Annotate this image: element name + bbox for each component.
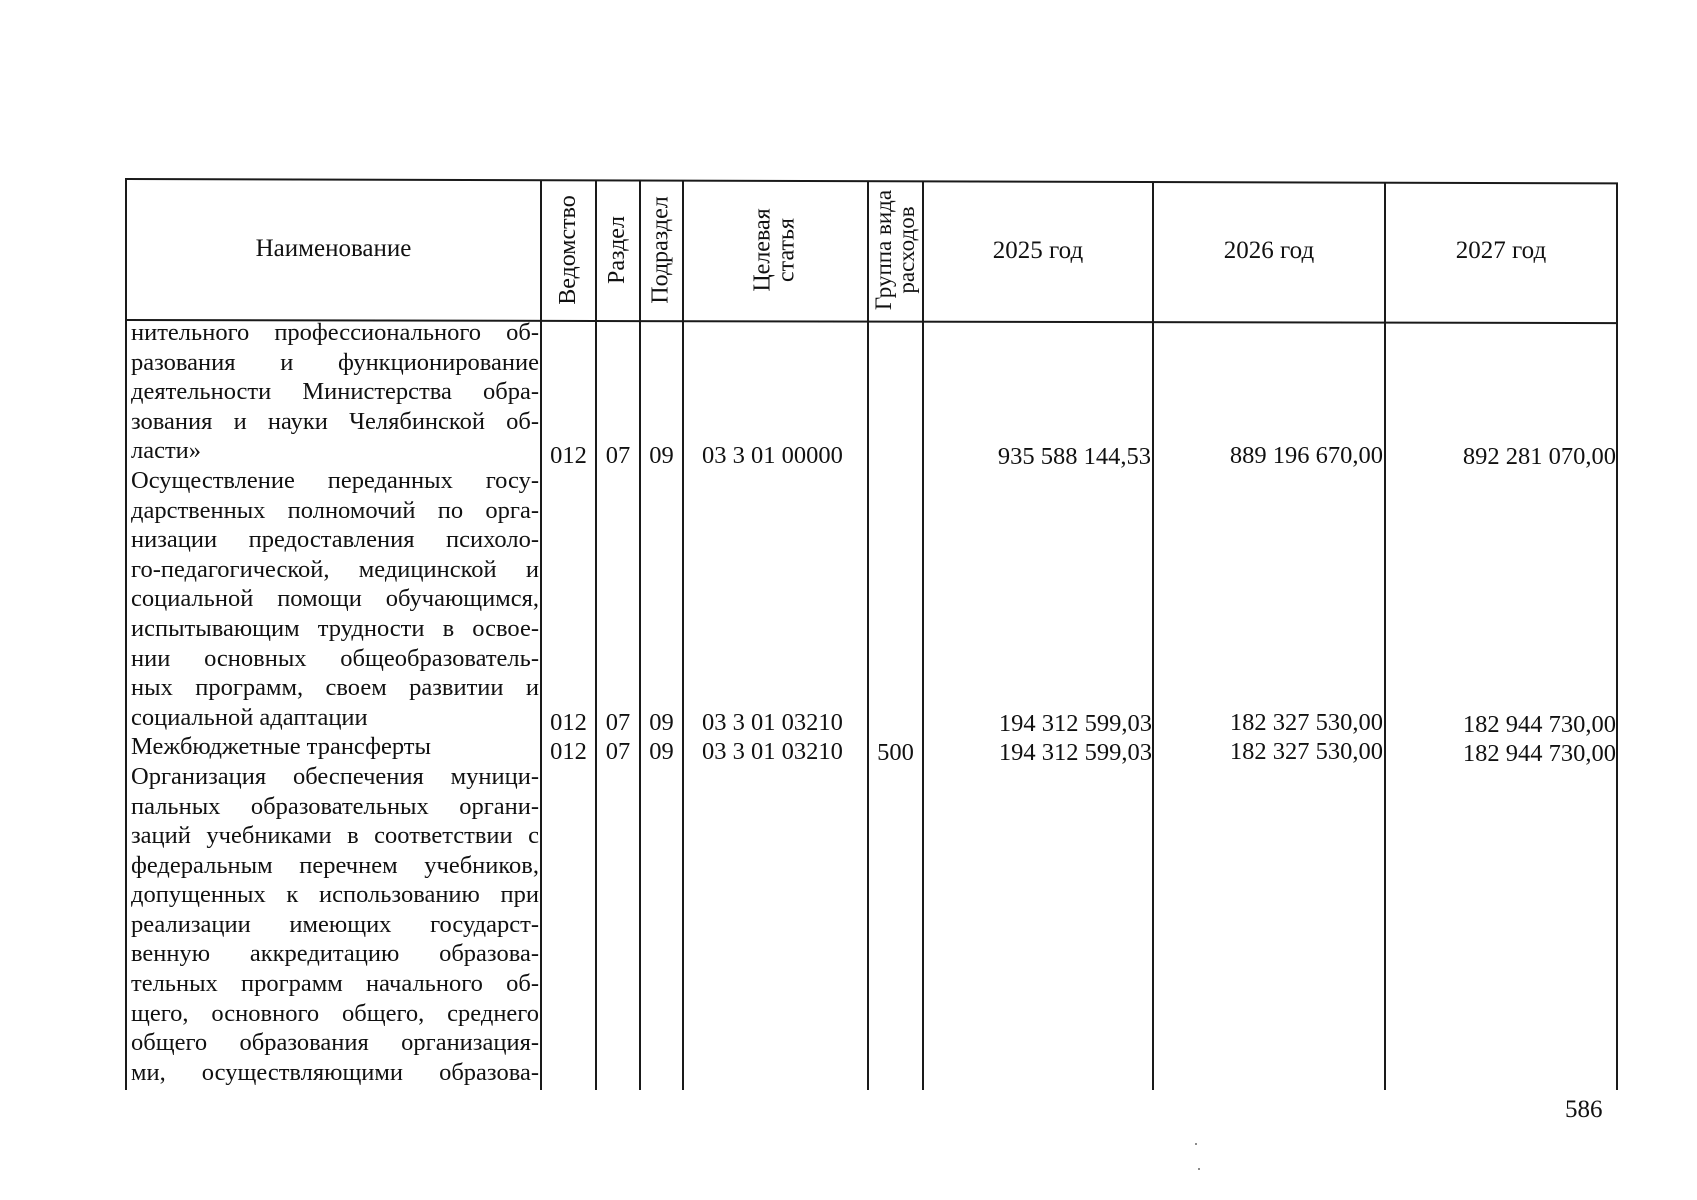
row2-name-line: социальной адаптации: [131, 703, 368, 731]
header-target-article-line2: статья: [774, 217, 801, 282]
row1-section: 07: [605, 442, 631, 469]
header-target-article-label: [751, 208, 799, 291]
row4-name-line: пальных образовательных органи-: [131, 792, 539, 820]
row4-name-line: тельных программ начального об-: [131, 970, 539, 998]
header-target-article-line1: Целевая: [750, 207, 777, 292]
row1-subsection: 09: [649, 442, 674, 469]
row1-target-article: 03 3 01 00000: [702, 442, 843, 469]
row4-name-line: общего образования организация-: [131, 1029, 539, 1057]
header-name: [127, 180, 540, 319]
row2-department: 012: [550, 709, 587, 736]
row2-name-line: дарственных полномочий по орга-: [131, 496, 539, 524]
row1-2027: 892 281 070,00: [1462, 443, 1616, 470]
row4-name-line: заций учебниками в соответствии с: [131, 822, 539, 850]
name-column-text: [131, 318, 539, 1087]
row1-2025: 935 588 144,53: [997, 443, 1151, 470]
header-2025: [924, 182, 1152, 321]
scan-speck: [1198, 1168, 1200, 1170]
page-number: 586: [1565, 1096, 1603, 1123]
row2-name-line: социальной помощи обучающимся,: [131, 585, 539, 613]
row4-name-line: ми, осуществляющими образова-: [131, 1058, 539, 1086]
row3-department: 012: [550, 738, 587, 765]
col-border-name: [540, 181, 542, 1090]
header-expense-group-label: [872, 189, 918, 309]
header-expense-group-line1: Группа вида: [871, 189, 897, 310]
row2-subsection: 09: [649, 709, 674, 736]
row2-name-line: испытывающим трудности в освое-: [131, 614, 539, 642]
header-2025-label: 2025 год: [992, 237, 1084, 265]
header-name-label: Наименование: [255, 235, 412, 263]
row3-2025: 194 312 599,03: [998, 739, 1152, 766]
scan-speck: [1195, 1143, 1197, 1145]
header-2027: [1386, 182, 1616, 321]
header-subsection-label: Подраздел: [648, 195, 675, 304]
row3-2027: 182 944 730,00: [1462, 740, 1616, 767]
header-2026: [1154, 182, 1384, 321]
header-2026-label: 2026 год: [1223, 237, 1315, 265]
row3-name-line: Межбюджетные трансферты: [131, 733, 431, 761]
row2-name-line: го-педагогической, медицинской и: [131, 555, 539, 583]
row2-2025: 194 312 599,03: [998, 710, 1152, 737]
header-expense-group-line2: расходов: [894, 205, 920, 294]
row4-name-line: венную аккредитацию образова-: [131, 940, 539, 968]
row4-name-line: Организация обеспечения муници-: [131, 762, 539, 790]
row2-name-line: нии основных общеобразователь-: [131, 644, 539, 672]
row1-2026: 889 196 670,00: [1229, 442, 1383, 469]
row4-name-line: реализации имеющих государст-: [131, 910, 539, 938]
row3-target-article: 03 3 01 03210: [702, 738, 843, 765]
col-border-section: [639, 181, 641, 1090]
row2-target-article: 03 3 01 03210: [702, 709, 843, 736]
row3-subsection: 09: [649, 738, 674, 765]
row4-name-line: щего, основного общего, среднего: [131, 999, 539, 1027]
row1-name-line: ласти»: [131, 437, 202, 465]
row1-name-line: нительного профессионального об-: [131, 319, 539, 346]
col-border-subsection: [682, 181, 684, 1090]
row3-section: 07: [605, 738, 631, 765]
row2-name-line: ных программ, своем развитии и: [131, 674, 539, 702]
header-department-label: Ведомство: [555, 194, 581, 305]
header-2027-label: 2027 год: [1455, 237, 1547, 265]
row2-name-line: Осуществление переданных госу-: [131, 466, 539, 494]
row1-department: 012: [550, 442, 587, 469]
row4-name-line: допущенных к использованию при: [131, 881, 539, 909]
row2-2026: 182 327 530,00: [1229, 709, 1383, 736]
col-border-target: [867, 181, 869, 1090]
row1-name-line: деятельности Министерства обра-: [131, 378, 539, 406]
row4-name-line: федеральным перечнем учебников,: [131, 851, 539, 879]
row3-expense-group: 500: [877, 739, 914, 766]
row2-section: 07: [605, 709, 631, 736]
header-section-label: Раздел: [604, 215, 631, 284]
col-border-department: [595, 181, 597, 1090]
row1-name-line: зования и науки Челябинской об-: [131, 407, 539, 435]
row3-2026: 182 327 530,00: [1229, 738, 1383, 765]
row2-name-line: низации предоставления психоло-: [131, 526, 539, 554]
col-border-right: [1616, 184, 1618, 1090]
row1-name-line: разования и функционирование: [131, 348, 539, 376]
row2-2027: 182 944 730,00: [1462, 711, 1616, 738]
